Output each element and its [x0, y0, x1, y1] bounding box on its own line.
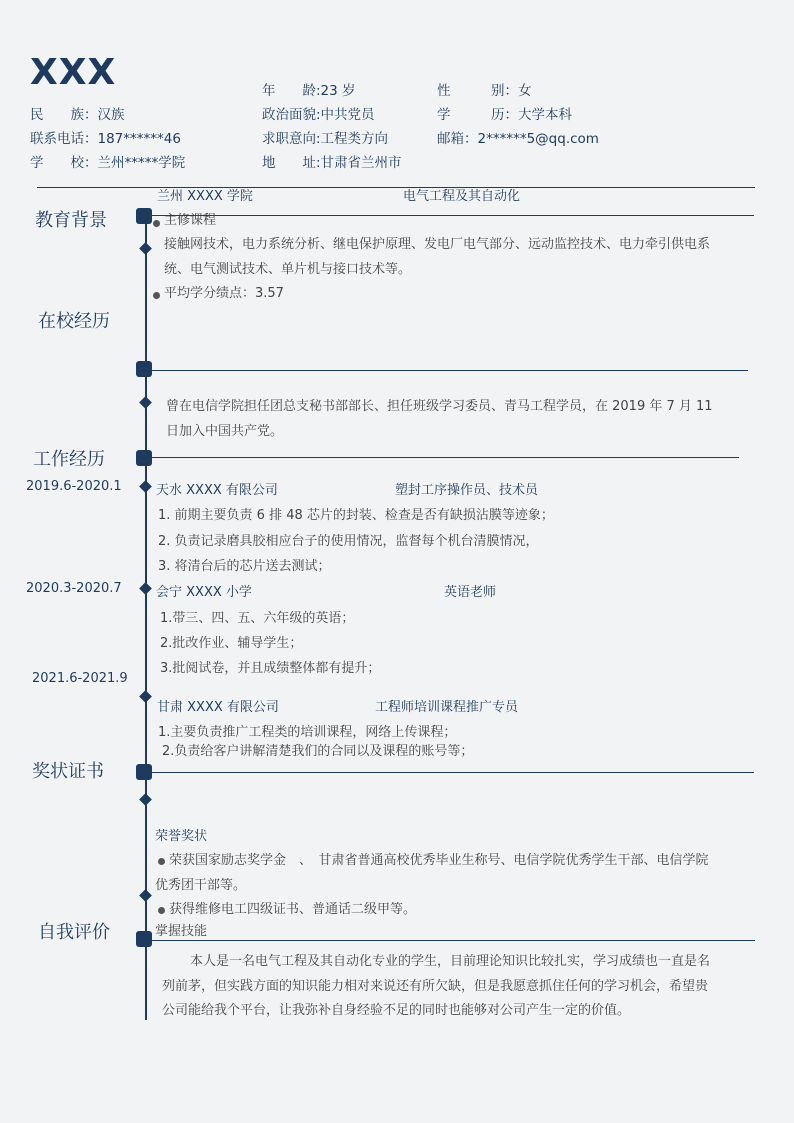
- info-age: 年 龄:23 岁: [262, 83, 356, 99]
- timeline-diamond: [139, 793, 152, 806]
- section-title-education: 教育背景: [35, 210, 107, 231]
- timeline-node: [136, 764, 152, 780]
- work-item: 1.带三、四、五、六年级的英语；: [160, 611, 355, 626]
- awards-line3: 获得维修电工四级证书、普通话二级甲等。: [169, 902, 417, 917]
- edu-courses-line1: 接触网技术，电力系统分析、继电保护原理、发电厂电气部分、远动监控技术、电力牵引供电系: [164, 237, 711, 252]
- work-company: 甘肃 XXXX 有限公司: [157, 700, 279, 715]
- edu-school: 兰州 XXXX 学院: [157, 189, 253, 204]
- header-divider: [37, 187, 755, 188]
- awards-line1: 荣获国家励志奖学金 、 甘肃省普通高校优秀毕业生称号、电信学院优秀学生干部、电信学院: [169, 853, 709, 868]
- timeline-node: [136, 208, 152, 224]
- work-date: 2019.6-2020.1: [26, 479, 122, 494]
- info-ethnicity: 民 族：汉族: [30, 107, 125, 123]
- candidate-name: XXX: [30, 52, 117, 93]
- info-intention: 求职意向:工程类方向: [262, 131, 389, 147]
- info-degree: 学 历：大学本科: [437, 107, 572, 123]
- info-email: 邮箱：2******5@qq.com: [437, 131, 599, 147]
- work-item: 2. 负责记录磨具胶相应台子的使用情况，监督每个机台清膜情况，: [158, 534, 539, 549]
- edu-gpa: 平均学分绩点：3.57: [164, 286, 284, 301]
- work-item: 1. 前期主要负责 6 排 48 芯片的封装、检查是否有缺损沾膜等迹象；: [158, 508, 554, 523]
- section-title-self: 自我评价: [38, 922, 110, 943]
- campus-line2: 日加入中国共产党。: [166, 424, 284, 439]
- self-line3: 公司能给我个平台，让我弥补自身经验不足的同时也能够对公司产生一定的价值。: [162, 1003, 631, 1018]
- awards-title: 荣誉奖状: [155, 829, 208, 844]
- awards-line2: 优秀团干部等。: [155, 878, 247, 893]
- timeline-diamond: [139, 690, 152, 703]
- bullet-dot: [153, 220, 160, 227]
- timeline-diamond: [139, 582, 152, 595]
- section-title-campus: 在校经历: [38, 311, 110, 332]
- awards-cut-text: 掌握技能: [155, 924, 208, 939]
- bullet-dot: [153, 292, 160, 299]
- timeline-diamond: [139, 242, 152, 255]
- info-phone: 联系电话：187******46: [30, 131, 181, 147]
- section-divider: [152, 370, 748, 371]
- timeline-diamond: [139, 889, 152, 902]
- edu-major: 电气工程及其自动化: [403, 189, 521, 204]
- info-gender: 性 别：女: [437, 83, 532, 99]
- bullet-dot: [158, 858, 165, 865]
- timeline-diamond: [139, 396, 152, 409]
- work-item: 3. 将清台后的芯片送去测试；: [158, 559, 331, 574]
- work-item: 2.负责给客户讲解清楚我们的合同以及课程的账号等；: [162, 744, 474, 759]
- edu-courses-title: 主修课程: [164, 213, 217, 228]
- work-role: 塑封工序操作员、技术员: [395, 483, 539, 498]
- timeline-node: [136, 361, 152, 377]
- edu-courses-line2: 统、电气测试技术、单片机与接口技术等。: [164, 262, 412, 277]
- work-date: 2021.6-2021.9: [32, 671, 128, 686]
- self-line2: 列前茅，但实践方面的知识能力相对来说还有所欠缺，但是我愿意抓住任何的学习机会，希望贵: [162, 979, 709, 994]
- self-line1: 本人是一名电气工程及其自动化专业的学生，目前理论知识比较扎实，学习成绩也一直是名: [190, 954, 711, 969]
- section-title-awards: 奖状证书: [32, 761, 104, 782]
- work-item: 2.批改作业、辅导学生；: [160, 636, 303, 651]
- timeline-node: [136, 450, 152, 466]
- section-title-work: 工作经历: [33, 449, 105, 470]
- work-role: 英语老师: [444, 585, 497, 600]
- work-company: 会宁 XXXX 小学: [156, 585, 252, 600]
- work-item: 1.主要负责推广工程类的培训课程，网络上传课程；: [158, 725, 457, 740]
- section-divider: [152, 215, 754, 216]
- campus-line1: 曾在电信学院担任团总支秘书部部长、担任班级学习委员、青马工程学员，在 2019 年 7 月 11: [166, 399, 713, 414]
- timeline-diamond: [139, 480, 152, 493]
- timeline-node: [136, 931, 152, 947]
- section-divider: [152, 457, 739, 458]
- section-divider: [152, 940, 755, 941]
- info-politics: 政治面貌:中共党员: [262, 107, 375, 123]
- work-company: 天水 XXXX 有限公司: [156, 483, 278, 498]
- info-school: 学 校：兰州*****学院: [30, 155, 186, 171]
- info-address: 地 址:甘肃省兰州市: [262, 155, 402, 171]
- work-role: 工程师培训课程推广专员: [375, 700, 519, 715]
- work-date: 2020.3-2020.7: [26, 581, 122, 596]
- section-divider: [152, 772, 754, 773]
- bullet-dot: [158, 907, 165, 914]
- work-item: 3.批阅试卷，并且成绩整体都有提升；: [160, 661, 381, 676]
